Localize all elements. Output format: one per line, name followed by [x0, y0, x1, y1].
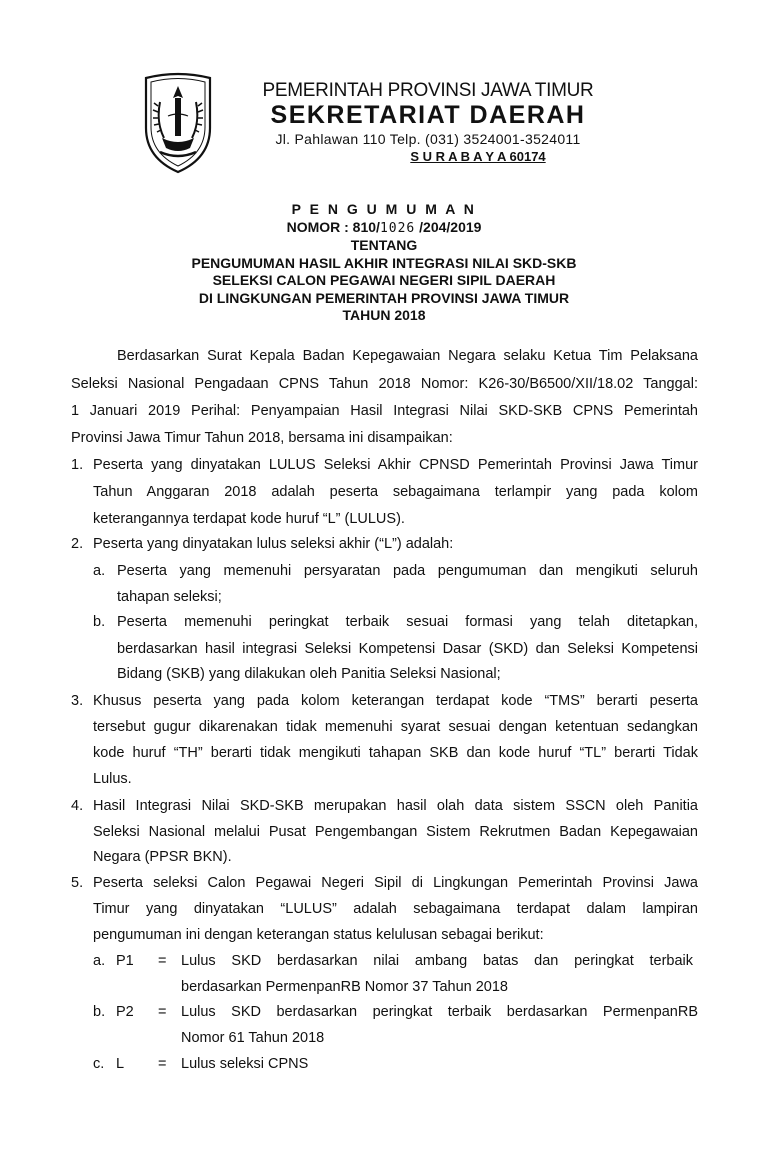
code-letter: a. [93, 953, 106, 969]
announcement-number [0, 218, 768, 238]
item-2-line: Peserta yang dinyatakan lulus seleksi akhir (“L”) adalah: [93, 536, 454, 552]
item-4-line: Seleksi Nasional melalui Pusat Pengembangan Sistem Rekrutmen Badan Kepegawaian [93, 824, 698, 840]
item-number: 1. [71, 457, 84, 473]
number-prefix: NOMOR : 810/ [286, 219, 380, 235]
item-number: 2. [71, 536, 84, 552]
code-description-line: Lulus seleksi CPNS [181, 1056, 309, 1072]
item-3-line: Khusus peserta yang pada kolom keterangan terdapat kode “TMS” berarti peserta [93, 693, 698, 709]
item-2b-line: Bidang (SKB) yang dilakukan oleh Panitia Seleksi Nasional; [117, 666, 501, 682]
item-3-line: Lulus. [93, 771, 132, 787]
code-name: L [116, 1056, 125, 1072]
item-4-line: Negara (PPSR BKN). [93, 849, 232, 865]
item-3-line: tersebut gugur dikarenakan tidak memenuhi syarat sesuai dengan ketentuan sedangkan [93, 719, 698, 735]
item-2a-line: Peserta yang memenuhi persyaratan pada pengumuman dan mengikuti seluruh [117, 563, 698, 579]
subitem-letter: b. [93, 614, 106, 630]
code-name: P1 [116, 953, 134, 969]
intro-line: Berdasarkan Surat Kepala Badan Kepegawaian Negara selaku Ketua Tim Pelaksana [117, 348, 698, 364]
item-2a-line: tahapan seleksi; [117, 589, 222, 605]
item-number: 3. [71, 693, 84, 709]
code-equals: = [158, 1004, 167, 1020]
subitem-letter: a. [93, 563, 106, 579]
announcement-title: P E N G U M U M A N [291, 201, 477, 217]
letterhead-city: S U R A B A Y A 60174 [410, 149, 546, 164]
code-description-line: berdasarkan PermenpanRB Nomor 37 Tahun 2018 [181, 979, 508, 995]
code-name: P2 [116, 1004, 134, 1020]
intro-line: Provinsi Jawa Timur Tahun 2018, bersama ini disampaikan: [71, 430, 453, 446]
item-1-line: keterangannya terdapat kode huruf “L” (LULUS). [93, 511, 405, 527]
letterhead-office: SEKRETARIAT DAERAH [270, 101, 586, 129]
item-5-line: Peserta seleksi Calon Pegawai Negeri Sipil di Lingkungan Pemerintah Provinsi Jawa [93, 875, 698, 891]
item-number: 5. [71, 875, 84, 891]
intro-line: Seleksi Nasional Pengadaan CPNS Tahun 2018 Nomor: K26-30/B6500/XII/18.02 Tanggal: [71, 376, 698, 392]
item-3-line: kode huruf “TH” berarti tidak mengikuti tahapan SKB dan kode huruf “TL” berarti Tidak [93, 745, 698, 761]
code-description-line: Lulus SKD berdasarkan peringkat terbaik berdasarkan PermenpanRB [181, 1004, 698, 1020]
item-5-line: pengumuman ini dengan keterangan status kelulusan sebagai berikut: [93, 927, 544, 943]
announcement-subject-1: PENGUMUMAN HASIL AKHIR INTEGRASI NILAI SKD-SKB [191, 255, 577, 271]
letterhead-address: Jl. Pahlawan 110 Telp. (031) 3524001-3524011 [275, 131, 581, 147]
announcement-subject-3: DI LINGKUNGAN PEMERINTAH PROVINSI JAWA TIMUR [198, 290, 570, 306]
provincial-crest-emblem [138, 72, 218, 176]
announcement-tentang: TENTANG [350, 237, 418, 253]
item-2b-line: Peserta memenuhi peringkat terbaik sesuai formasi yang telah ditetapkan, [117, 614, 698, 630]
item-1-line: Peserta yang dinyatakan LULUS Seleksi Akhir CPNSD Pemerintah Provinsi Jawa Timur [93, 457, 698, 473]
intro-line: 1 Januari 2019 Perihal: Penyampaian Hasil Integrasi Nilai SKD-SKB CPNS Pemerintah [71, 403, 698, 419]
code-letter: b. [93, 1004, 106, 1020]
number-handwritten: 1026 [379, 221, 416, 236]
letterhead-government: PEMERINTAH PROVINSI JAWA TIMUR [262, 80, 594, 101]
code-equals: = [158, 953, 167, 969]
code-description-line: Nomor 61 Tahun 2018 [181, 1030, 325, 1046]
announcement-subject-4: TAHUN 2018 [342, 307, 426, 323]
item-2b-line: berdasarkan hasil integrasi Seleksi Kompetensi Dasar (SKD) dan Seleksi Kompetensi [117, 641, 698, 657]
item-1-line: Tahun Anggaran 2018 adalah peserta sebagaimana terlampir yang pada kolom [93, 484, 698, 500]
code-description-line: Lulus SKD berdasarkan nilai ambang batas dan peringkat terbaik [181, 953, 693, 969]
number-suffix: /204/2019 [415, 219, 482, 235]
item-number: 4. [71, 798, 84, 814]
code-letter: c. [93, 1056, 105, 1072]
item-5-line: Timur yang dinyatakan “LULUS” adalah sebagaimana terdapat dalam lampiran [93, 901, 698, 917]
item-4-line: Hasil Integrasi Nilai SKD-SKB merupakan hasil olah data sistem SSCN oleh Panitia [93, 798, 698, 814]
announcement-subject-2: SELEKSI CALON PEGAWAI NEGERI SIPIL DAERAH [212, 272, 556, 288]
code-equals: = [158, 1056, 167, 1072]
